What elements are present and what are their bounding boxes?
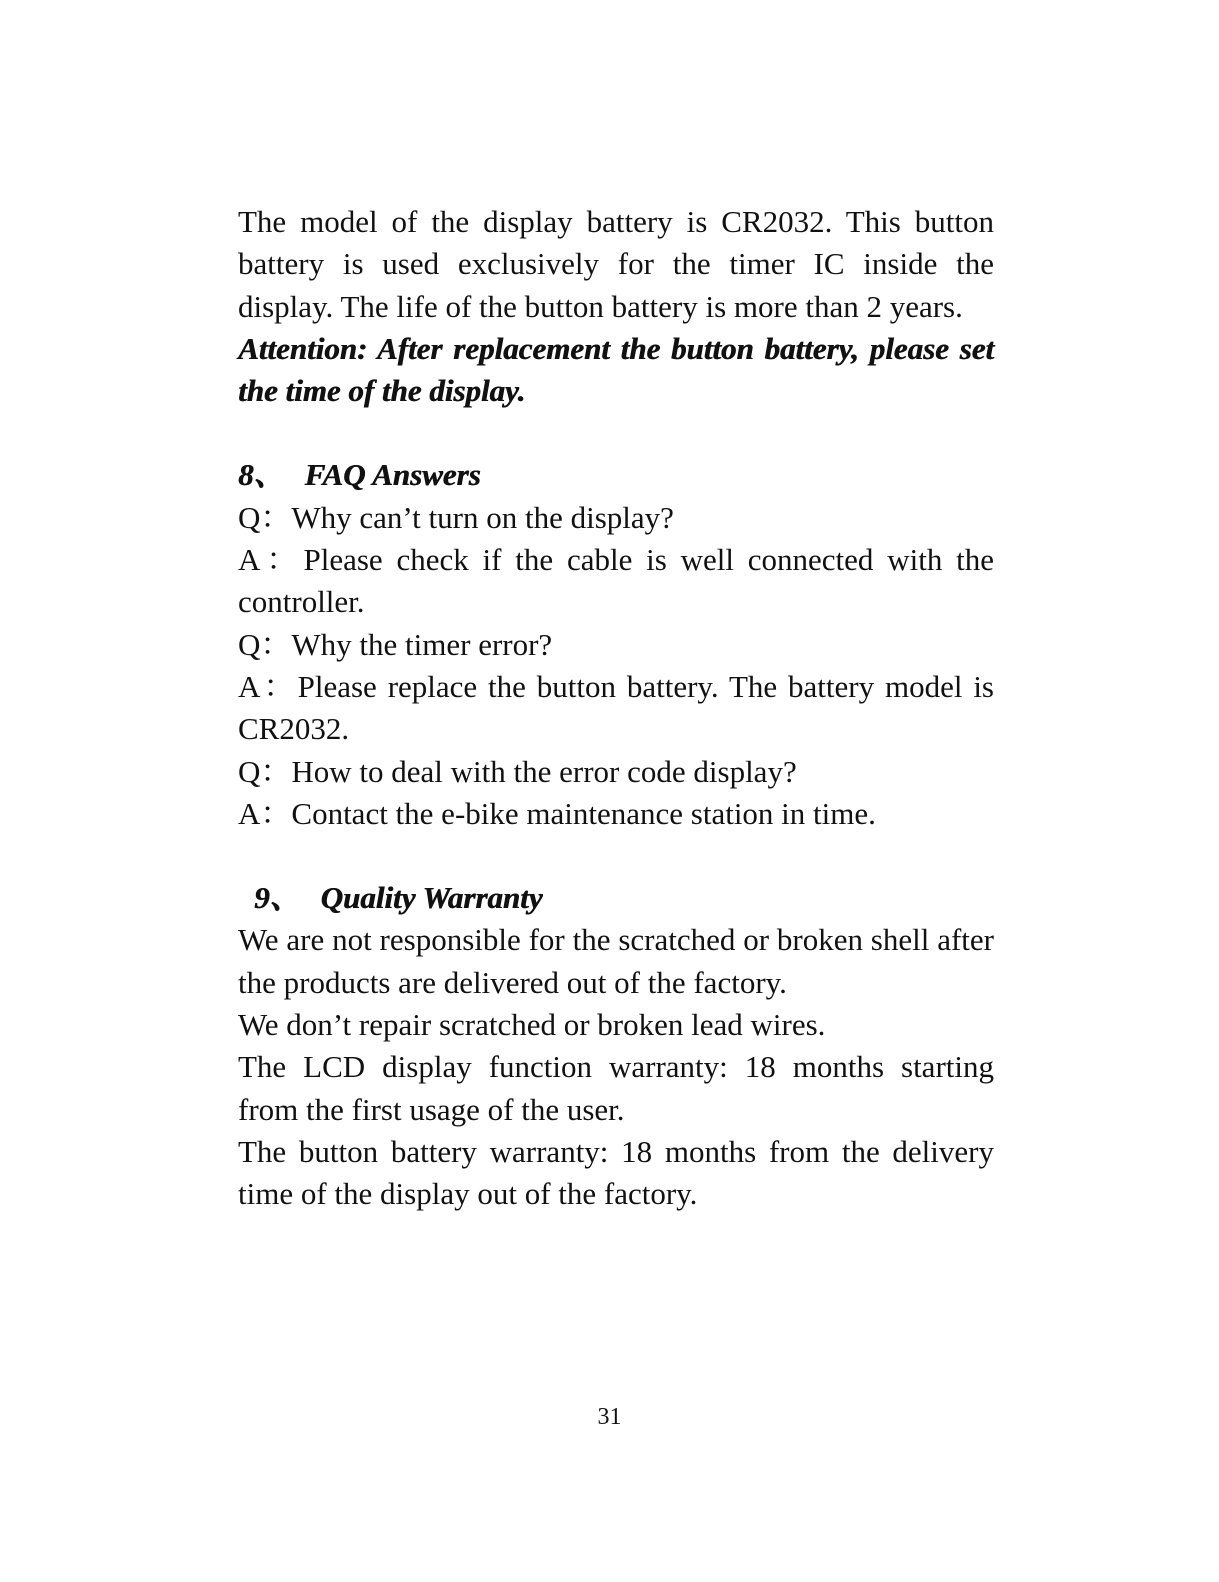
faq-list [238,497,994,835]
warranty-list [238,919,994,1215]
faq-answer: A：Please check if the cable is well connected with the controller. [238,542,994,620]
page-content [238,201,994,1216]
faq-question: Q：How to deal with the error code display? [238,753,797,789]
faq-answer: A：Contact the e-bike maintenance station in time. [238,795,876,831]
section-number: 8、 [238,457,285,493]
section-number: 9、 [254,880,301,916]
faq-question: Q：Why can’t turn on the display? [238,499,674,535]
section-title: FAQ Answers [304,457,481,493]
battery-paragraph: The model of the display battery is CR2032. This button battery is used exclusively for the timer IC inside the display. The life of the button battery is more than 2 years. [238,204,994,324]
section-heading-faq [238,454,994,496]
faq-question: Q：Why the timer error? [238,626,553,662]
warranty-paragraph: We don’t repair scratched or broken lead wires. [238,1007,826,1043]
warranty-paragraph: The LCD display function warranty: 18 months starting from the first usage of the user. [238,1049,994,1127]
page-number: 31 [597,1404,622,1430]
section-heading-warranty [238,877,994,919]
attention-note: Attention: After replacement the button battery, please set the time of the display. [238,330,994,409]
faq-answer: A：Please replace the button battery. The battery model is CR2032. [238,668,994,747]
warranty-paragraph: The button battery warranty: 18 months from the delivery time of the display out of the factory. [238,1133,994,1212]
warranty-paragraph: We are not responsible for the scratched or broken shell after the products are delivered out of the factory. [238,922,994,1000]
section-title: Quality Warranty [320,880,543,916]
